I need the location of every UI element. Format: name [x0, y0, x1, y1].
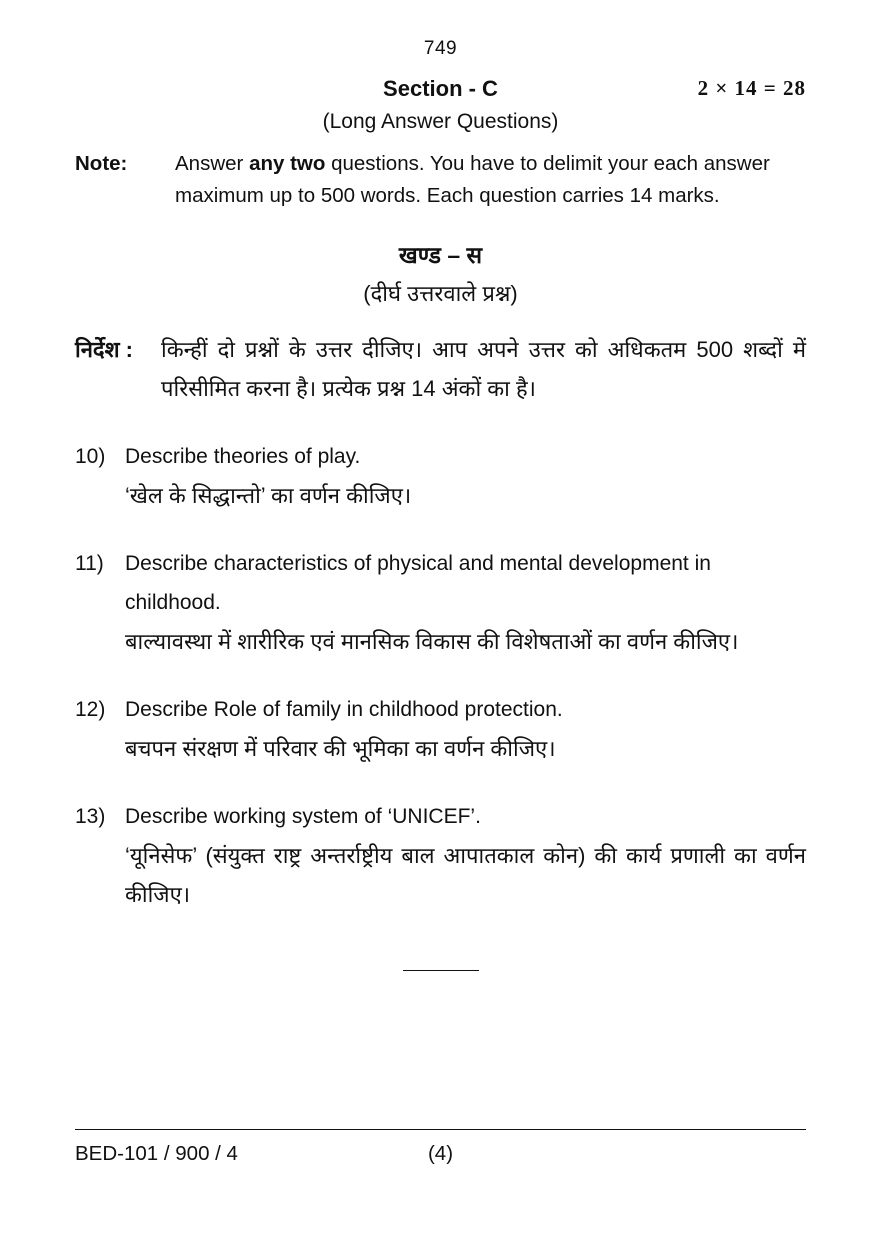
footer-divider — [75, 1129, 806, 1130]
question-text-hindi: बचपन संरक्षण में परिवार की भूमिका का वर्णन कीजिए। — [125, 736, 556, 761]
question-item-11 — [75, 544, 806, 661]
question-text-english: Describe characteristics of physical and mental development in childhood. — [125, 552, 711, 614]
question-body — [125, 437, 806, 515]
question-text-english: Describe Role of family in childhood protection. — [125, 698, 563, 721]
page-number-bottom: (4) — [427, 1142, 454, 1165]
note-block — [75, 148, 806, 212]
question-item-12 — [75, 690, 806, 768]
question-body — [125, 690, 806, 768]
note-text-emphasis: any two — [249, 152, 326, 175]
section-title-hindi: खण्ड – स — [398, 242, 483, 268]
note-text — [175, 148, 806, 212]
question-text-english: Describe theories of play. — [125, 445, 361, 468]
question-body — [125, 797, 806, 914]
question-body — [125, 544, 806, 661]
question-number: 11) — [75, 552, 104, 575]
question-text-hindi: बाल्यावस्था में शारीरिक एवं मानसिक विकास की विशेषताओं का वर्णन कीजिए। — [125, 629, 739, 654]
paper-code: BED-101 / 900 / 4 — [75, 1142, 238, 1165]
note-text-after: questions. You have to delimit your each answer maximum up to 500 words. Each question carries 14 marks. — [175, 152, 770, 207]
instruction-block-hindi — [75, 330, 806, 408]
note-label: Note: — [75, 152, 128, 175]
question-number: 10) — [75, 445, 106, 468]
section-marks: 2 × 14 = 28 — [697, 76, 806, 100]
section-header — [75, 76, 806, 104]
page-top-number: 749 — [423, 38, 458, 59]
end-of-questions-separator — [403, 970, 479, 971]
footer-text-row — [75, 1142, 806, 1166]
section-title: Section - C — [383, 76, 498, 101]
question-text-hindi: ‘खेल के सिद्धान्तो’ का वर्णन कीजिए। — [125, 483, 412, 508]
question-text-hindi: ‘यूनिसेफ’ (संयुक्त राष्ट्र अन्तर्राष्ट्रीय बाल आपातकाल कोन) की कार्य प्रणाली का वर्णन कीजिए। — [125, 843, 806, 907]
instruction-label-hindi: निर्देश : — [75, 337, 133, 362]
section-subtitle-hindi: (दीर्घ उत्तरवाले प्रश्न) — [363, 281, 518, 306]
instruction-text-hindi: किन्हीं दो प्रश्नों के उत्तर दीजिए। आप अपने उत्तर को अधिकतम 500 शब्दों में परिसीमित करना है। प्रत्येक प्रश्न 14 अंकों का है। — [161, 337, 806, 401]
section-subtitle: (Long Answer Questions) — [322, 110, 559, 133]
question-number: 12) — [75, 698, 106, 721]
question-text-english: Describe working system of ‘UNICEF’. — [125, 805, 481, 828]
question-item-13 — [75, 797, 806, 914]
note-text-before: Answer — [175, 152, 250, 175]
question-item-10 — [75, 437, 806, 515]
question-number: 13) — [75, 805, 106, 828]
page-footer — [75, 1129, 806, 1166]
